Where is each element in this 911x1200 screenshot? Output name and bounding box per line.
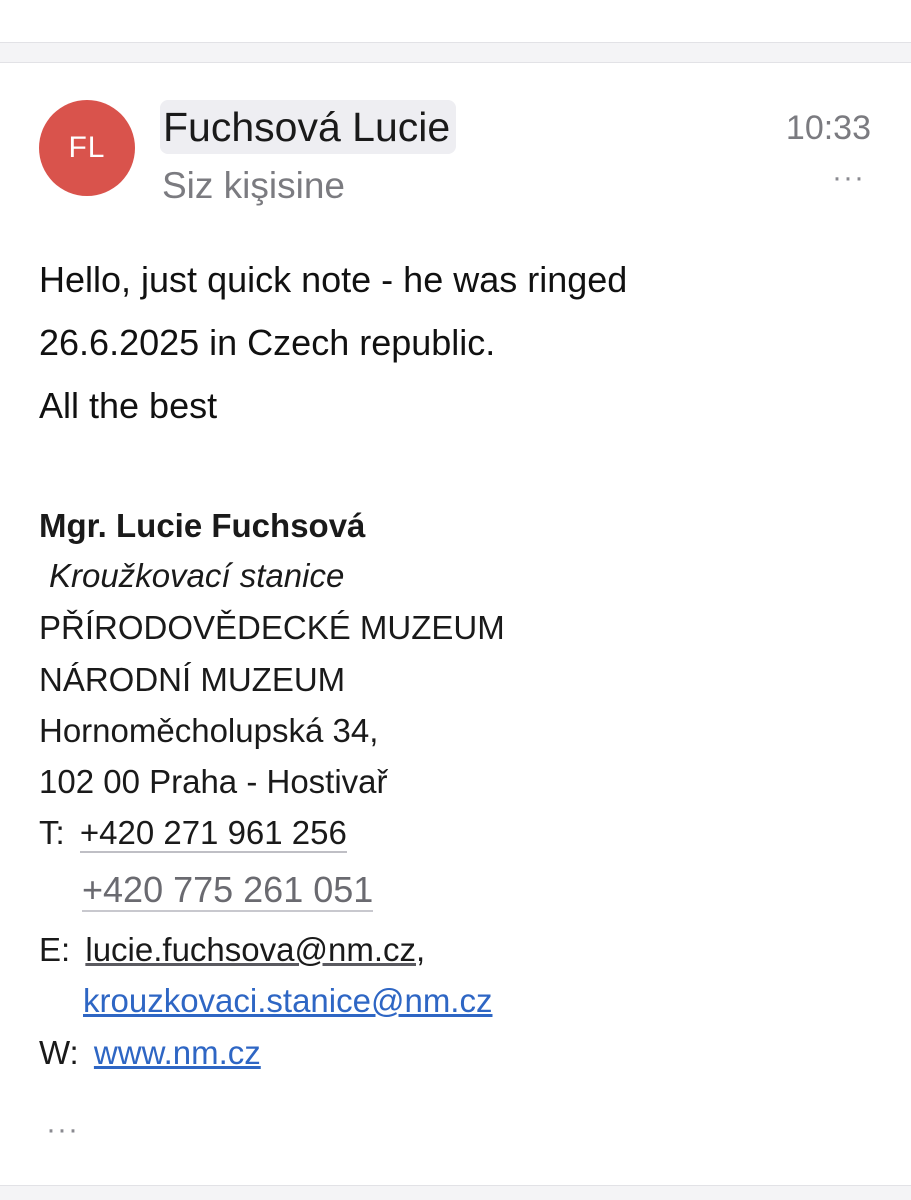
web-link[interactable]: www.nm.cz	[93, 1034, 261, 1071]
recipient-line[interactable]: Siz kişisine	[162, 165, 345, 206]
sender-name[interactable]: Fuchsová Lucie	[160, 100, 456, 154]
body-line: 26.6.2025 in Czech republic.	[39, 322, 496, 363]
email-row-2	[83, 981, 492, 1021]
avatar[interactable]	[39, 100, 135, 196]
email-row	[39, 930, 425, 970]
email-link-2[interactable]: krouzkovaci.stanice@nm.cz	[83, 982, 493, 1019]
show-trimmed-content-icon[interactable]: ···	[46, 1113, 79, 1146]
phone-link-2[interactable]: +420 775 261 051	[82, 869, 374, 910]
phone-row	[39, 813, 347, 853]
email-separator: ,	[416, 931, 426, 968]
web-row	[39, 1033, 261, 1073]
phone-prefix: T:	[39, 814, 65, 851]
email-prefix: E:	[39, 931, 71, 968]
top-area	[0, 0, 911, 42]
signature-institution: NÁRODNÍ MUZEUM	[39, 661, 346, 698]
phone-link-1[interactable]: +420 271 961 256	[79, 814, 347, 851]
phone-row-2	[82, 870, 373, 910]
signature-street: Hornoměcholupská 34,	[39, 712, 379, 749]
message-separator-top	[0, 42, 911, 63]
signature-city: 102 00 Praha - Hostivař	[39, 763, 388, 800]
more-options-icon[interactable]: ···	[832, 161, 865, 194]
message-separator-bottom	[0, 1185, 911, 1200]
message-body	[39, 248, 627, 437]
signature-station: Kroužkovací stanice	[49, 557, 345, 594]
email-link-1[interactable]: lucie.fuchsova@nm.cz	[85, 931, 416, 968]
signature-name: Mgr. Lucie Fuchsová	[39, 507, 366, 544]
avatar-initials: FL	[68, 131, 106, 164]
body-line: All the best	[39, 385, 218, 426]
message-time: 10:33	[785, 109, 871, 147]
body-line: Hello, just quick note - he was ringed	[39, 259, 628, 300]
signature-museum: PŘÍRODOVĚDECKÉ MUZEUM	[39, 609, 505, 646]
web-prefix: W:	[39, 1034, 79, 1071]
